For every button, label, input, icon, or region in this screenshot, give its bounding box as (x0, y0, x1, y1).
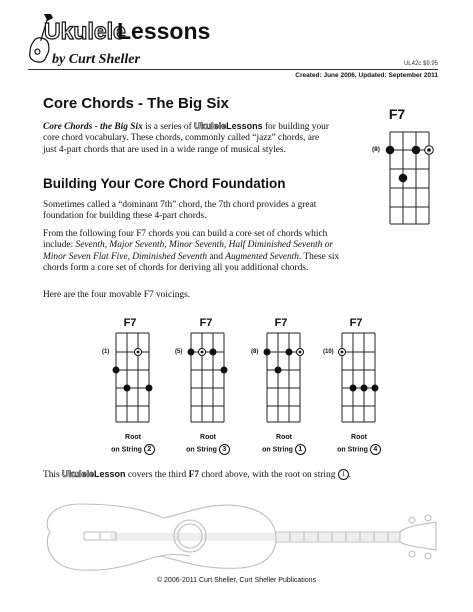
ukulele-illustration-icon (40, 498, 440, 576)
voicing-4-label (329, 432, 389, 456)
voicing-2-fret: (5) (175, 349, 183, 355)
voicing-3-fret: (8) (251, 349, 259, 355)
intro-text-2: for building your core chord vocabulary. These chords, commonly called “jazz” chords, are just 4-part chords that are used in a wide range of musical styles. (43, 122, 329, 155)
copyright: © 2006-2011 Curt Sheller, Curt Sheller Publications (156, 577, 317, 584)
summary-text-4: . (348, 470, 352, 480)
voicing-1-string: on String (111, 446, 142, 454)
logo-lessons-text: Lessons (117, 18, 211, 44)
brand-lessons: Lessons (226, 121, 263, 131)
summary-brand-lesson: Lesson (94, 469, 126, 479)
summary-text-1: This (43, 470, 63, 480)
main-chord-name: F7 (388, 106, 406, 122)
types-text-1: From the following four F7 chords you can build a core set of chords which include: (43, 229, 328, 251)
product-code: UL42c $9.95 (403, 61, 438, 67)
voicing-2-label (178, 432, 238, 456)
voicing-2-string-num: 3 (219, 444, 230, 455)
voicing-4-diagram (338, 332, 380, 424)
voicing-2-name: F7 (199, 317, 213, 329)
finger-dot (412, 146, 421, 155)
voicing-2-root: Root (200, 434, 216, 441)
voicing-4-name: F7 (349, 317, 363, 329)
main-chord-diagram (385, 130, 435, 226)
finger-dot (399, 174, 408, 183)
summary-text-2: covers the third (125, 470, 189, 480)
voicing-2-string: on String (186, 446, 217, 454)
brand-ukulele: Ukulele (194, 121, 227, 131)
voicing-4-string-num: 4 (370, 444, 381, 455)
voicing-4-string: on String (337, 446, 368, 454)
header-divider (28, 69, 438, 70)
chord-types-paragraph (43, 229, 343, 274)
summary-line (43, 469, 351, 480)
types-last: Augmented Seventh (225, 251, 299, 262)
summary-string-num: 1 (338, 469, 349, 480)
logo-byline: by Curt Sheller (52, 52, 140, 67)
voicing-1-name: F7 (123, 317, 137, 329)
voicing-3-diagram (263, 332, 305, 424)
voicing-4-fret: (10) (323, 349, 334, 355)
logo-ukulele-text: Ukulele (44, 18, 126, 44)
created-date: Created: June 2006, Updated: September 2011 (295, 72, 438, 79)
voicing-1-root: Root (125, 434, 141, 441)
types-and: and (207, 251, 226, 262)
types-list: Seventh, Major Seventh, Minor Seventh, Half Diminished Seventh or Minor Seven Flat Five, Diminished Seventh (43, 240, 334, 262)
voicing-1-string-num: 2 (144, 444, 155, 455)
section-heading: Building Your Core Chord Foundation (43, 176, 286, 191)
voicing-1-label (103, 432, 163, 456)
voicing-3-string-num: 1 (295, 444, 306, 455)
intro-text-1: is a series of (142, 122, 195, 132)
voicing-3-label (254, 432, 314, 456)
page-title: Core Chords - The Big Six (43, 95, 229, 112)
intro-paragraph (43, 121, 333, 156)
voicing-4-root: Root (351, 434, 367, 441)
main-chord-fret: (8) (372, 146, 380, 153)
voicing-1-diagram (112, 332, 154, 424)
voicing-3-name: F7 (274, 317, 288, 329)
types-text-2: . These six chords form a core set of chords for deriving all you additional chords. (43, 251, 340, 273)
intro-lead: Core Chords - the Big Six (43, 122, 143, 132)
summary-brand-ukulele: Ukulele (62, 469, 95, 479)
voicings-intro: Here are the four movable F7 voicings. (43, 290, 191, 300)
voicing-3-root: Root (276, 434, 292, 441)
dominant-paragraph: Sometimes called a “dominant 7th” chord, the 7th chord provides a great foundation for building these 4-part chords. (43, 200, 317, 222)
summary-text-3: chord above, with the root on string (198, 470, 338, 480)
finger-dot (386, 146, 395, 155)
voicing-2-diagram (187, 332, 229, 424)
voicing-1-fret: (1) (102, 349, 110, 355)
summary-chord: F7 (188, 470, 199, 480)
voicing-3-string: on String (262, 446, 293, 454)
